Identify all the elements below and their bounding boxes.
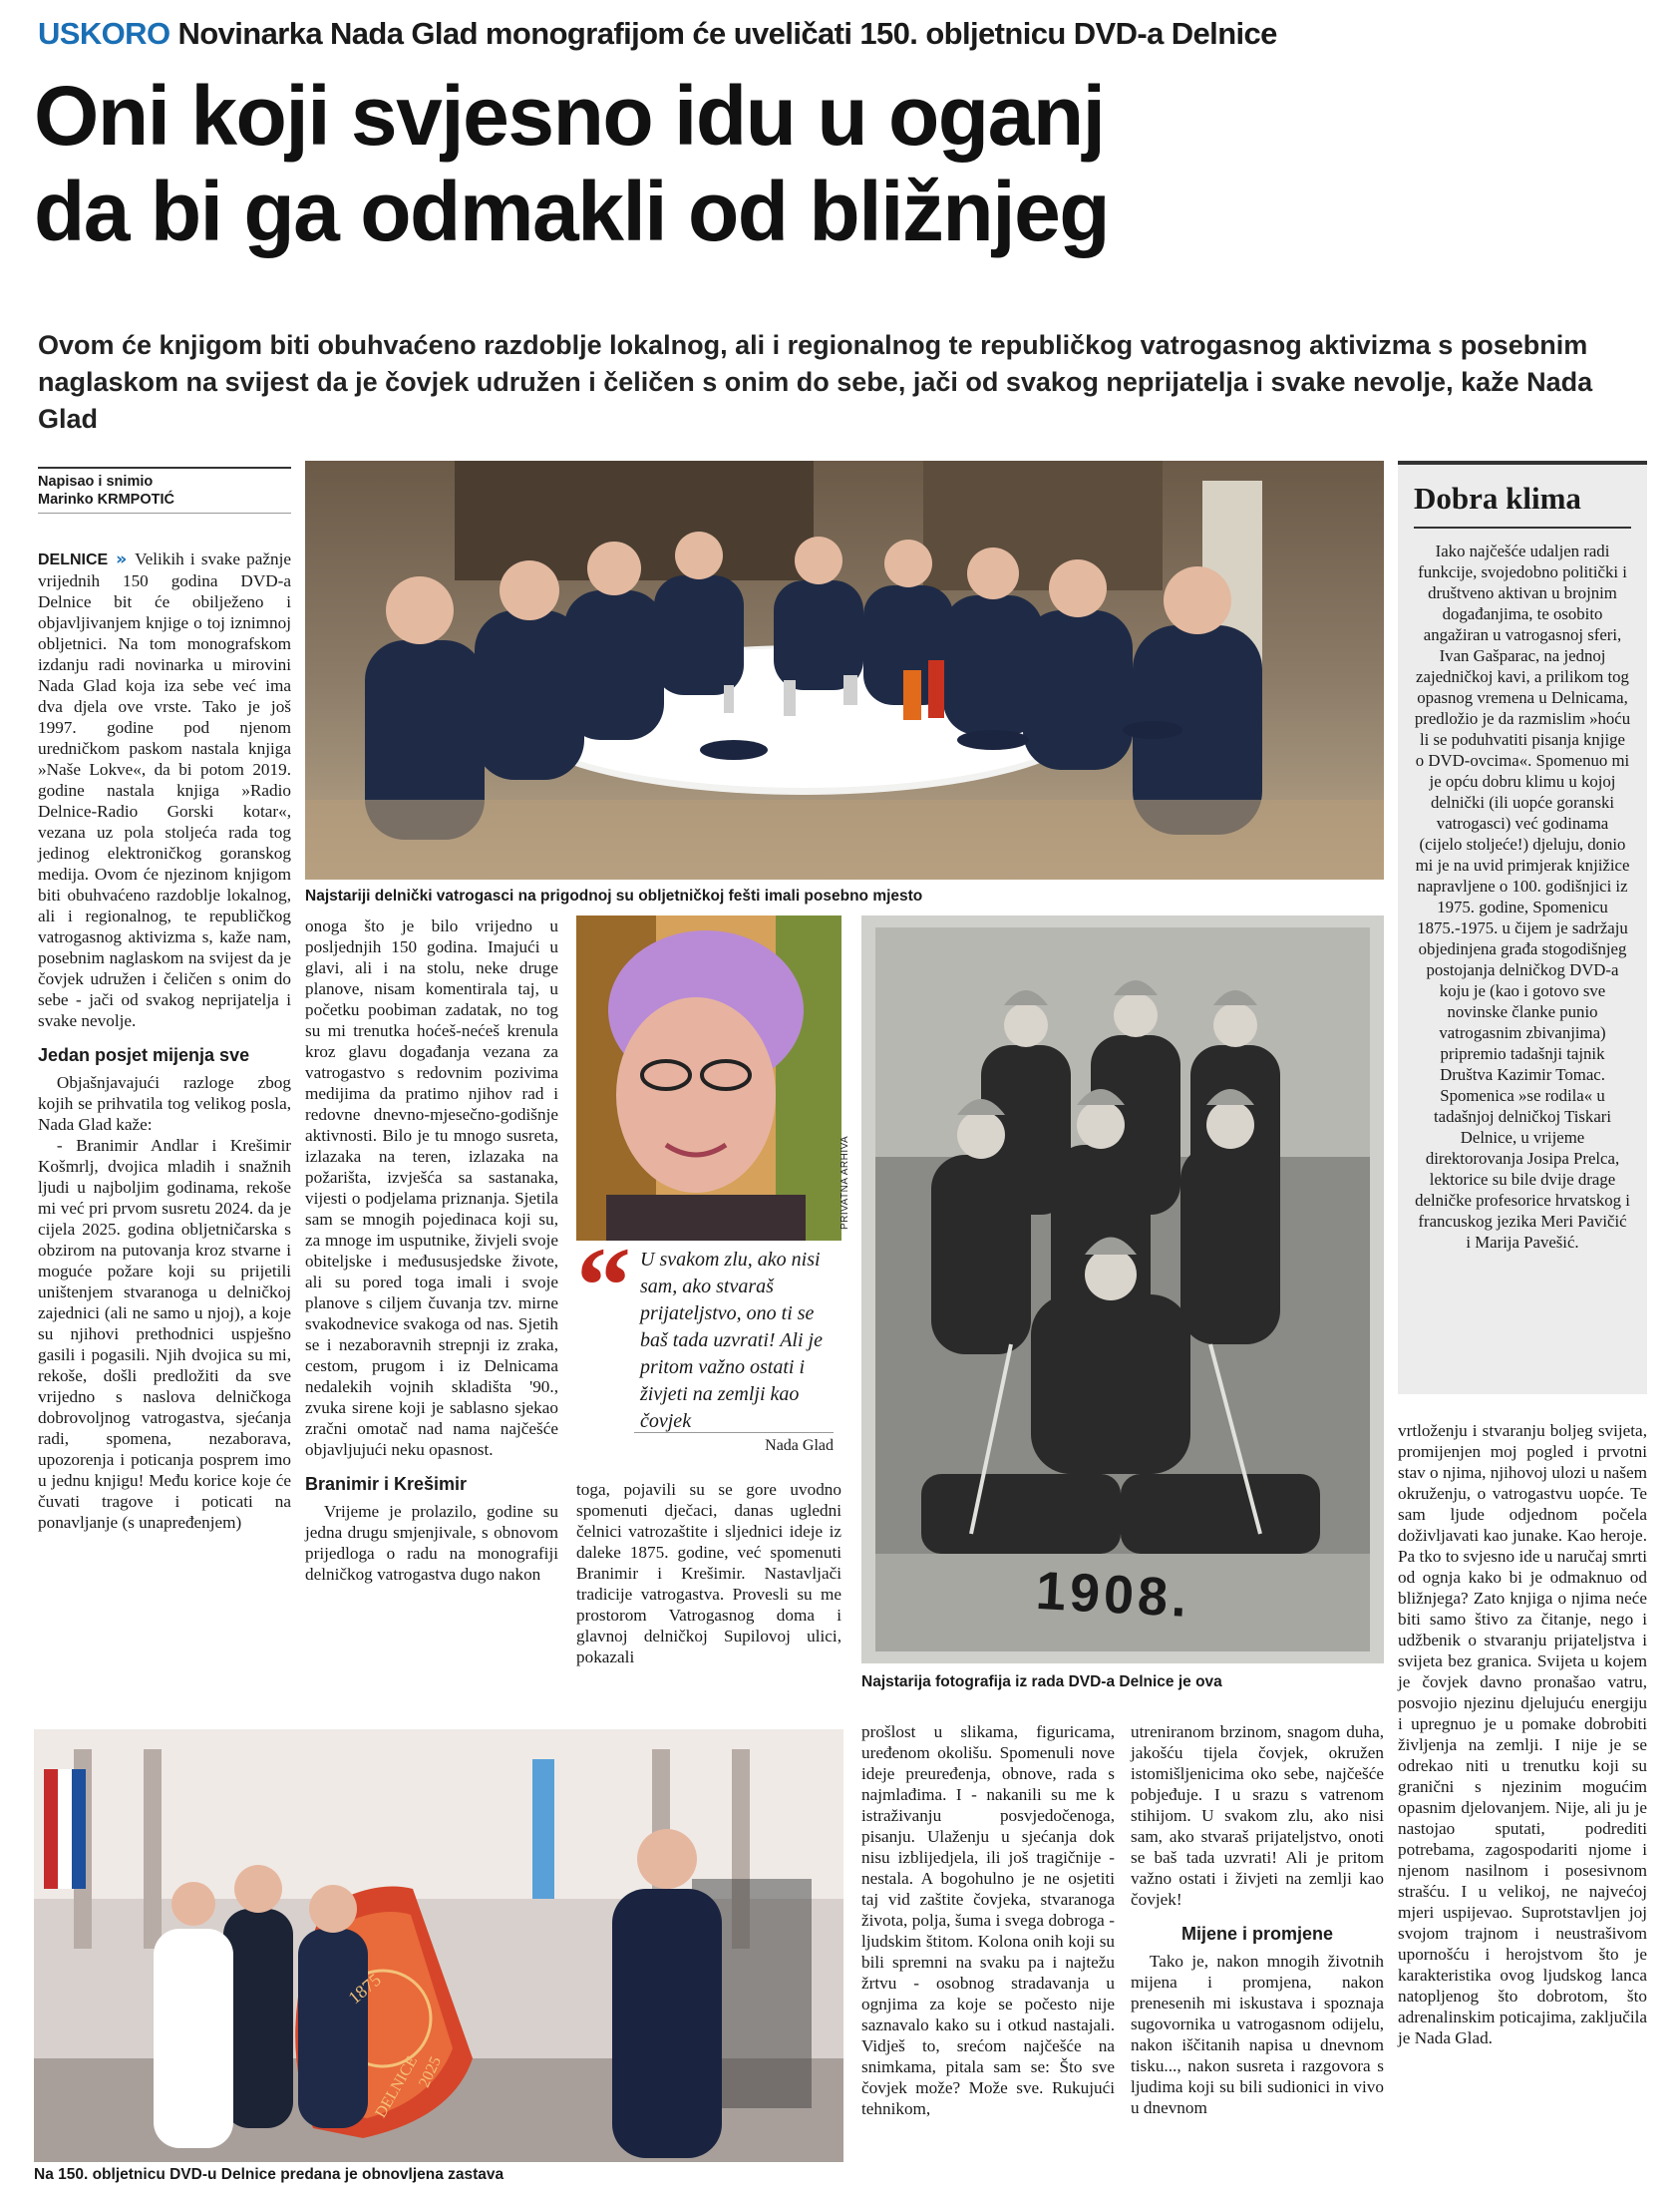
byline-line-2: Marinko KRMPOTIĆ	[38, 492, 174, 508]
subhead-jedan-posjet: Jedan posjet mijenja sve	[38, 1045, 250, 1065]
flag-year-a: 1875	[344, 1969, 385, 2009]
portrait-credit: PRIVATNA ARHIVA	[840, 1135, 850, 1230]
caption-top-photo: Najstariji delnički vatrogasci na prigodnoj su obljetničkoj fešti imali posebno mjesto	[305, 888, 923, 905]
col1-paragraph-3: - Branimir Andlar i Krešimir Košmrlj, dvojica mladih i snažnih ljudi u najboljim godinama, rekoše mi već pri prvom susretu 2024. da je cijela 2025. godina obljetničarska s obzirom na putovanja kroz stvarne i moguće požare koji su prijetili uništenjem stvaranoga u delničkoj zajednici (ali ne samo u njoj), a koje su njihovi prethodnici uspješno gasili i pogasili. Njih dvojica su mi, rekoše, došli predložiti da sve vrijedno s naslova delničkoga dobrovoljnog vatrogastva, sjećanja radi, spomena, nezaborava, upozorenja i poticanja posprem imo u jednu knjigu! Među korice koje će čuvati tragove i poticati na ponavljanje (s unapređenjem)	[38, 1136, 291, 1532]
headline-line-2: da bi ga odmakli od bližnjeg	[34, 165, 1110, 258]
col1-paragraph-2: Objašnjavajući razloge zbog kojih se prihvatila tog velikog posla, Nada Glad kaže:	[38, 1073, 291, 1134]
col1-paragraph-1: Velikih i svake pažnje vrijednih 150 godina DVD-a Delnice bit će obilježeno i objavljivanjem knjige o toj iznimnoj obljetnici. Na tom monografskom izdanju radi novinarka u mirovini Nada Glad koja iza sebe već ima dva djela ove vrste. Tako je još 1997. godine pod njenom uredničkom paskom nastala knjiga »Naše Lokve«, da bi potom 2019. godine nastala knjiga »Radio Delnice-Radio Gorski kotar«, vezana uz pola stoljeća rada tog jedinog elektroničkog goranskog medija. Ovom će njezinom knjigom biti obuhvaćeno razdoblje lokalnog, ali i regionalnog, te republičkog vatrogasnog aktivizma s, kaže nam, posebnim naglaskom na svijest da je čovjek udružen i čeličen s onim do sebe - jači od svakog neprijatelja i svake nevolje.	[38, 549, 291, 1030]
caption-historic-photo: Najstarija fotografija iz rada DVD-a Delnice je ova	[861, 1673, 1222, 1690]
quote-text: U svakom zlu, ako nisi sam, ako stvaraš prijateljstvo, ono ti se baš tada uzvrati! Ali je pritom važno ostati i živjeti na zemlji kao čovjek	[640, 1249, 823, 1432]
dateline-arrow-icon: »	[108, 549, 136, 569]
kicker-text: Novinarka Nada Glad monografijom će uveličati 150. obljetnicu DVD-a Delnice	[177, 16, 1277, 51]
dateline: DELNICE	[38, 551, 109, 568]
quote-mark-icon: “	[576, 1225, 631, 1346]
sidebar-paragraph: Iako najčešće udaljen radi funkcije, svojedobno politički i društveno aktivan u brojnim događanjima, te osobito angažiran u vatrogasnoj sferi, Ivan Gašparac, na jednoj zajedničkoj kavi, a prilikom tog opasnog vremena u Delnicama, predložio je da razmislim »hoću li se poduhvatiti pisanja knjige o DVD-ovcima«. Spomenuo mi je opću dobru klimu u kojoj delnički (ili uopće goranski vatrogasci) već godinama (cijelo stoljeće!) djeluju, donio mi je na uvid primjerak knjižice napravljene o 100. godišnjici iz 1975. godine, Spomenicu 1875.-1975. u čijem je sadržaju objedinjena građa stogodišnjeg postojanja delničkog DVD-a koju je (kao i gotovo sve novinske članke punio vatrogasnim zbivanjima) pripremio tadašnji tajnik Društva Kazimir Tomac. Spomenica »se rodila« u tadašnjoj delničkoj Tiskari Delnice, u vrijeme direktorovanja Josipa Prelca, lektorice su bile dvije drage delničke profesorice hrvatskog i francuskog jezika Meri Pavičić i Marija Pavešić.	[1414, 542, 1631, 1252]
col5-paragraph-1: utreniranom brzinom, snagom duha, jakošću tijela čovjek, okružen istomišljenicima oko sebe, najčešće pobjeđuje. I u srazu s vatrenom stihijom. U svakom zlu, ako nisi sam, ako stvaraš prijateljstvo, onoti se baš tada uzvrati! Ali je pritom važno ostati i živjeti na zemlji kao čovjek!	[1131, 1722, 1384, 1909]
col5-paragraph-2: Tako je, nakon mnogih životnih mijena i promjena, nakon prenesenih mi iskustava i spoznaja sugovornika u vatrogasnom odijelu, nakon iščitanih napisa u dnevnom tisku..., nakon susreta i razgovora s ljudima koji su bili sudionici in vivo u dnevnom	[1131, 1952, 1384, 2117]
historic-photo-year: 1908.	[1034, 1560, 1192, 1630]
photo-flag-ceremony	[34, 1729, 843, 2162]
pull-quote	[576, 1225, 838, 1454]
col4-paragraph-1: prošlost u slikama, figuricama, uređenom okolišu. Spomenuli nove ideje preuređenja, obnove, rada s najmlađima. I - nakanili su me k istraživanju posvjedočenoga, pisanju. Ulaženju u sjećanja dok nisu izblijedjela, ili još tragičnije - nestala. A bogohulno je ne osjetiti taj vid zaštite čovjeka, stvaranoga života, polja, šuma i svega dobroga - ljudskim štitom. Kolona onih koji su bili spremni na svaku pa i najtežu žrtvu - osobnog stradavanja u ognjima za koje se počesto nije saznavalo kako su i otkud nastajali. Vidješ to, srećom najčešće na snimkama, pitala sam se: Što sve čovjek može? Može sve. Rukujući tehnikom,	[861, 1722, 1115, 2118]
subhead-mijene-i-promjene: Mijene i promjene	[1180, 1924, 1334, 1944]
quote-author: Nada Glad	[634, 1432, 834, 1455]
standfirst: Ovom će knjigom biti obuhvaćeno razdoblje lokalnog, ali i regionalnog te republičkog vatrogasnog aktivizma s posebnim naglaskom na svijest da je čovjek udružen i čeličen s onim do sebe, jači od svakog neprijatelja i svake nevolje, kaže Nada Glad	[38, 330, 1593, 434]
subhead-branimir-i-kresimir: Branimir i Krešimir	[305, 1474, 468, 1494]
col2-paragraph-1: onoga što je bilo vrijedno u posljednjih 150 godina. Imajući u glavi, ali i na stolu, neke druge planove, nisam komentirala taj, u početku poobiman zadatak, no tog su mi trenutka hoćeš-nećeš krenula kroz glavu događanja vezana za vatrogastvo s redovnim pozivima medijima da pratimo njihov rad i redovne dnevno-mjesečno-godišnje aktivnosti. Bilo je tu mnogo susreta, izlazaka na teren, izlazaka na požarišta, izvješća sa sastanaka, vijesti o podjelama priznanja. Sjetila sam se mnogih pojedinaca koji su, za mnoge im usputnike, živjeli svoje obiteljske i međususjedske živote, ali su pored toga imali i svoje planove s ciljem čuvanja tzv. mirne svakodnevice svakoga od nas. Sjetih se i nezaboravnih strepnji iz zraka, cestom, prugom i iz Delnicama nedalekih vojnih skladišta '90., zvuka sirene koji je sablasno sjekao zračni omotač nad nama najčešće objavljujući neku opasnost.	[305, 916, 558, 1459]
column-4	[861, 1721, 1115, 2119]
col2-paragraph-2: Vrijeme je prolazilo, godine su jedna drugu smjenjivale, s obnovom prijedloga o radu na monografiji delničkog vatrogastva dugo nakon	[305, 1502, 558, 1584]
col6-paragraph-1: vrtloženju i stvaranju boljeg svijeta, promijenjen moj pogled i prvotni stav o njima, njihovoj ulozi u našem okruženju, o vatrogastvu uopće. Te sam ljude odjednom počela doživljavati kao junake. Kao heroje. Pa tko to svjesno ide u naručaj smrti od ognja kako bi je odmaknuo od bližnjega? Zato knjiga o njima neće biti samo štivo za čitanje, nego i udžbenik o stvaranju prijateljstva i svijeta bez granica. Svijeta u kojem je čovjek davno pronašao vatru, posvojio njezinu djelujuću energiju i upregnuo je u pomake dobrobiti življenja na zemlji. I nije je se odrekao niti u trenutku koji su granični s njezinim mogućim opasnim djelovanjem. Nije, ali ju je nastojao sputati, podrediti potrebama, zagospodariti njome i njenom nasilnom i posesivnom strašću. I u velikoj, ne najvećoj mjeri uspijevao. Suprotstavljen joj svojom trajnom i neustrašivom upornošću i herojstvom što je karakteristika ovog ljudskog lanca natopljenog što dobrotom, što adrenalinskim poticajima, zaključila je Nada Glad.	[1398, 1421, 1647, 2047]
portrait-illustration	[576, 915, 841, 1241]
column-1	[38, 548, 291, 1533]
photo-nada-glad-portrait	[576, 915, 841, 1241]
photo-historic-1908	[861, 915, 1384, 1663]
sidebar-body	[1414, 541, 1631, 1253]
kicker	[38, 16, 1653, 58]
photo-veterans-at-table	[305, 461, 1384, 880]
sidebar-dobra-klima	[1398, 461, 1647, 1394]
column-2	[305, 915, 558, 1585]
column-5	[1131, 1721, 1384, 2118]
flag-year-b: 2025	[416, 2053, 446, 2090]
veterans-photo-illustration	[305, 461, 1384, 880]
flag-photo-illustration	[34, 1729, 843, 2162]
headline-line-1: Oni koji svjesno idu u oganj	[34, 69, 1105, 163]
byline-line-1: Napisao i snimio	[38, 474, 154, 490]
sidebar-title: Dobra klima	[1414, 481, 1631, 529]
column-3	[576, 1479, 841, 1667]
headline	[34, 68, 1659, 259]
historic-photo-illustration	[861, 915, 1384, 1663]
flag-city: DELNICE	[372, 2052, 422, 2121]
byline	[38, 467, 291, 514]
col3-paragraph-1: toga, pojavili su se gore uvodno spomenuti dječaci, danas ugledni čelnici vatrozaštite i sljednici ideje iz daleke 1875. godine, već spomenuti Branimir i Krešimir. Nastavljači tradicije vatrogastva. Provesli su me prostorom Vatrogasnog doma i glavnoj delničkoj Supilovoj ulici, pokazali	[576, 1480, 841, 1666]
column-6	[1398, 1420, 1647, 2048]
kicker-label: USKORO	[38, 16, 170, 51]
caption-flag-photo: Na 150. obljetnicu DVD-u Delnice predana je obnovljena zastava	[34, 2166, 504, 2183]
